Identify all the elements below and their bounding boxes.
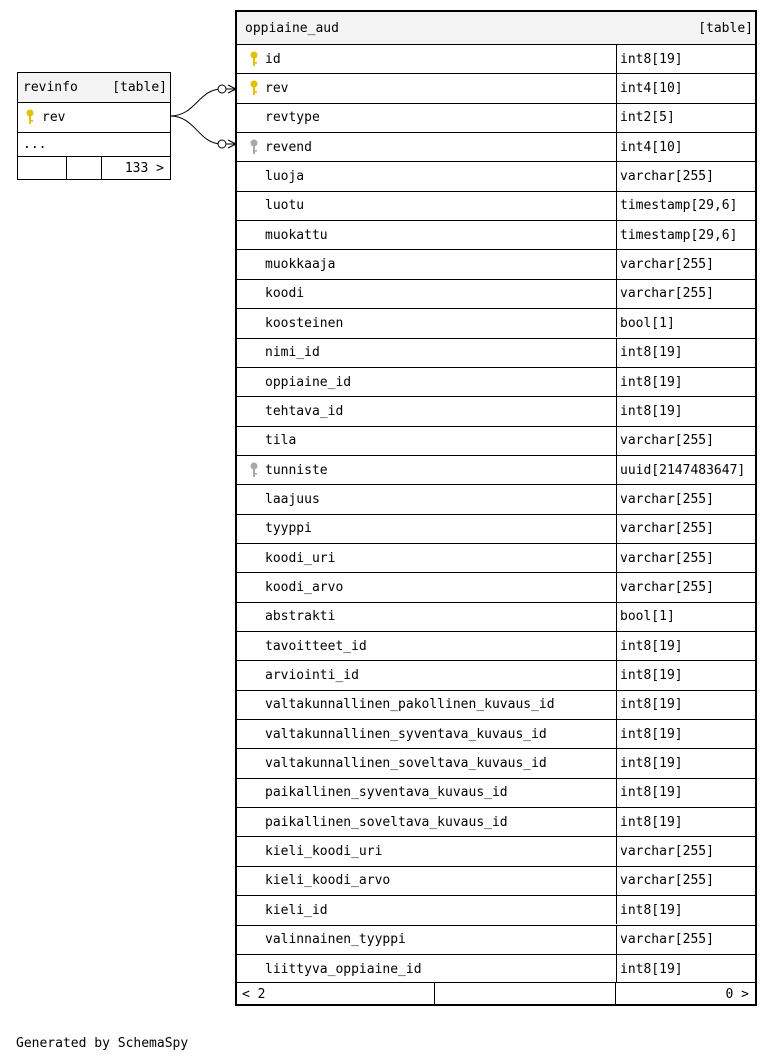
column-type: int8[19] [620, 726, 683, 742]
table-row[interactable] [237, 308, 755, 337]
column-type: bool[1] [620, 609, 675, 625]
table-row[interactable] [237, 455, 755, 484]
column-type: uuid[2147483647] [620, 462, 746, 478]
column-name: nimi_id [265, 345, 320, 361]
column-type: int8[19] [620, 756, 683, 772]
column-type: varchar[255] [620, 433, 714, 449]
column-name: tavoitteet_id [265, 638, 367, 654]
table-row[interactable] [237, 191, 755, 220]
column-name: luotu [265, 198, 305, 214]
column-name: abstrakti [265, 609, 336, 625]
table-row[interactable] [237, 73, 755, 102]
child-count-link[interactable]: 0 > [725, 987, 749, 1002]
table-header [237, 12, 755, 44]
table-row[interactable] [237, 132, 755, 161]
column-type: varchar[255] [620, 932, 714, 948]
column-name: koodi_uri [265, 550, 336, 566]
relationship-end-rev [218, 85, 226, 93]
table-row[interactable] [237, 514, 755, 543]
column-name: arviointi_id [265, 668, 359, 684]
column-type: timestamp[29,6] [620, 227, 738, 243]
table-row[interactable] [237, 279, 755, 308]
column-name: koodi [265, 286, 305, 302]
column-type: varchar[255] [620, 550, 714, 566]
column-name: koodi_arvo [265, 579, 344, 595]
column-name: tila [265, 433, 297, 449]
table-row[interactable] [237, 161, 755, 190]
table-row[interactable] [237, 690, 755, 719]
table-row[interactable] [237, 543, 755, 572]
column-type: int8[19] [620, 403, 683, 419]
column-type: varchar[255] [620, 873, 714, 889]
column-name: tunniste [265, 462, 328, 478]
generated-by-text: Generated by SchemaSpy [16, 1036, 189, 1051]
table-row-ellipsis [18, 132, 170, 156]
table-row[interactable] [237, 719, 755, 748]
column-name: paikallinen_soveltava_kuvaus_id [265, 814, 508, 830]
column-type: int8[19] [620, 374, 683, 390]
column-type: varchar[255] [620, 169, 714, 185]
parent-count-link[interactable]: < 2 [242, 987, 266, 1002]
column-type: int8[19] [620, 51, 683, 67]
column-type: int4[10] [620, 139, 683, 155]
column-name: koosteinen [265, 315, 344, 331]
column-name: kieli_koodi_arvo [265, 873, 391, 889]
column-type: int2[5] [620, 110, 675, 126]
oppiaine-aud-table[interactable] [235, 10, 757, 1006]
table-row[interactable] [237, 396, 755, 425]
column-type: varchar[255] [620, 257, 714, 273]
table-header [18, 73, 170, 102]
relationship-end-revend [218, 140, 226, 148]
column-name: kieli_id [265, 902, 328, 918]
column-type: varchar[255] [620, 491, 714, 507]
table-row[interactable] [237, 866, 755, 895]
more-columns-ellipsis: ... [23, 137, 47, 152]
column-type: int8[19] [620, 961, 683, 977]
column-type: int8[19] [620, 902, 683, 918]
column-name: revtype [265, 110, 320, 126]
column-type: varchar[255] [620, 579, 714, 595]
table-row[interactable] [237, 602, 755, 631]
table-row[interactable] [237, 220, 755, 249]
column-name: valinnainen_tyyppi [265, 932, 406, 948]
primary-key-icon [249, 51, 259, 71]
column-name: paikallinen_syventava_kuvaus_id [265, 785, 508, 801]
column-name: laajuus [265, 491, 320, 507]
column-type: int8[19] [620, 345, 683, 361]
column-name: revend [265, 139, 312, 155]
foreign-key-icon [249, 462, 259, 482]
table-row[interactable] [237, 895, 755, 924]
table-row[interactable] [237, 338, 755, 367]
column-name: valtakunnallinen_syventava_kuvaus_id [265, 726, 547, 742]
column-type: int8[19] [620, 697, 683, 713]
table-row[interactable] [237, 807, 755, 836]
child-count-link[interactable]: 133 > [124, 161, 164, 176]
table-row[interactable] [237, 954, 755, 983]
column-type: bool[1] [620, 315, 675, 331]
column-name: rev [265, 81, 289, 97]
column-name: valtakunnallinen_soveltava_kuvaus_id [265, 756, 547, 772]
column-name: valtakunnallinen_pakollinen_kuvaus_id [265, 697, 555, 713]
table-row[interactable] [237, 748, 755, 777]
column-type: int4[10] [620, 81, 683, 97]
table-type-label: [table] [698, 20, 753, 36]
column-type: varchar[255] [620, 286, 714, 302]
table-row[interactable] [237, 925, 755, 954]
column-name: rev [42, 110, 66, 125]
column-name: kieli_koodi_uri [265, 844, 383, 860]
table-row[interactable] [237, 103, 755, 132]
table-row[interactable] [237, 367, 755, 396]
table-row[interactable] [237, 426, 755, 455]
column-name: oppiaine_id [265, 374, 352, 390]
column-type: varchar[255] [620, 521, 714, 537]
table-row[interactable] [237, 778, 755, 807]
column-type: int8[19] [620, 638, 683, 654]
table-footer [237, 982, 755, 1006]
column-type: varchar[255] [620, 844, 714, 860]
table-row[interactable] [237, 660, 755, 689]
column-name: liittyva_oppiaine_id [265, 961, 422, 977]
column-type: int8[19] [620, 785, 683, 801]
primary-key-icon [25, 109, 35, 129]
column-name: tyyppi [265, 521, 312, 537]
table-name: oppiaine_aud [245, 20, 339, 36]
relationship-line-revend [170, 116, 222, 144]
column-name: muokkaaja [265, 257, 336, 273]
table-row[interactable] [237, 44, 755, 73]
foreign-key-icon [249, 139, 259, 159]
column-type: int8[19] [620, 668, 683, 684]
table-row[interactable] [237, 484, 755, 513]
table-type-label: [table] [112, 80, 167, 95]
table-row[interactable] [237, 836, 755, 865]
primary-key-icon [249, 80, 259, 100]
column-type: timestamp[29,6] [620, 198, 738, 214]
table-row[interactable] [237, 249, 755, 278]
table-name: revinfo [23, 80, 78, 95]
table-footer [18, 156, 170, 180]
table-row[interactable] [237, 631, 755, 660]
column-name: muokattu [265, 227, 328, 243]
table-row[interactable] [18, 102, 170, 132]
relationship-line-rev [170, 89, 222, 116]
column-name: luoja [265, 169, 305, 185]
column-type: int8[19] [620, 814, 683, 830]
revinfo-table[interactable] [17, 72, 171, 180]
table-row[interactable] [237, 572, 755, 601]
column-name: id [265, 51, 281, 67]
column-name: tehtava_id [265, 403, 344, 419]
